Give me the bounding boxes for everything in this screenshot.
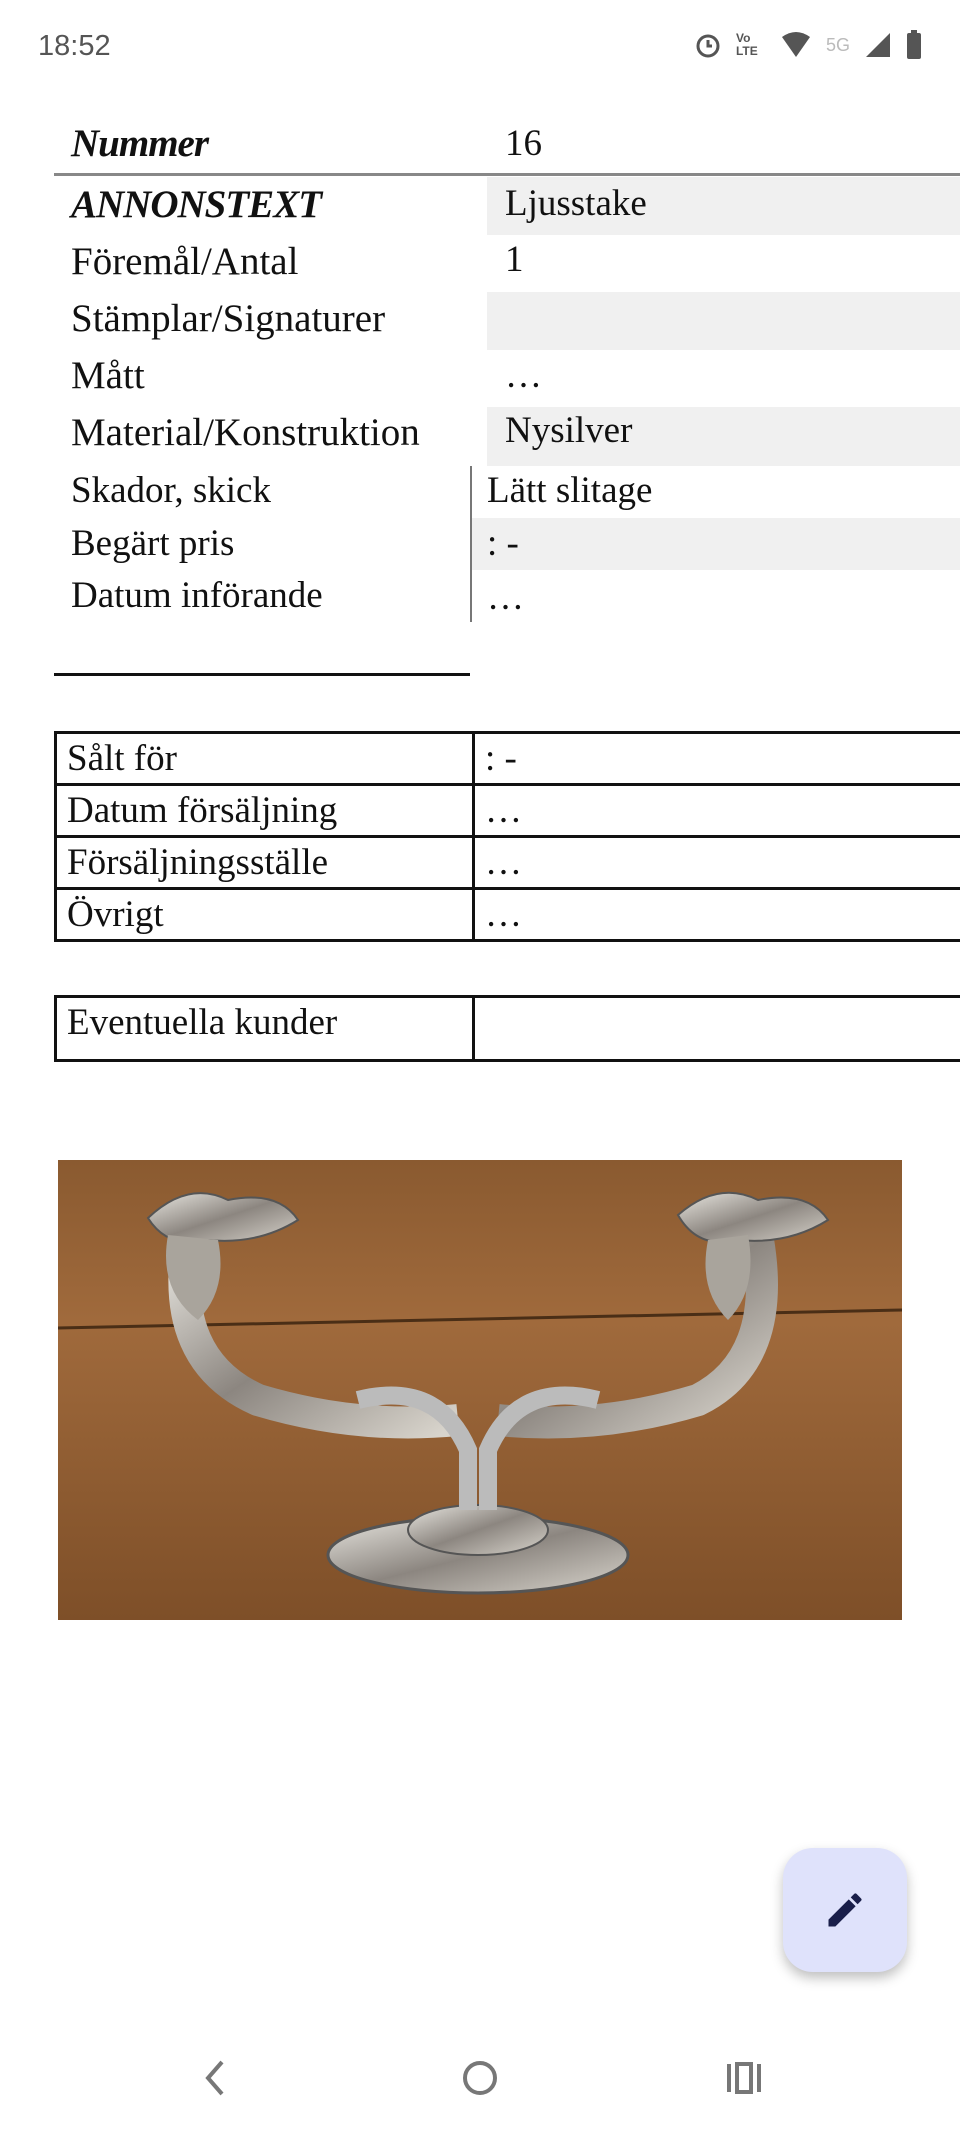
pencil-edit-icon [823,1888,867,1932]
sale-value: … [474,837,960,889]
back-icon[interactable] [196,2050,232,2106]
value-material: Nysilver [505,410,633,451]
network-type: 5G [825,34,850,55]
row-band [487,292,960,350]
battery-icon [906,30,922,60]
table-row [56,997,960,1061]
value-foremal: 1 [505,239,524,280]
value-begart-pris: : - [487,523,519,564]
sale-value: … [474,785,960,837]
candlestick-photo [58,1160,902,1620]
sale-label: Försäljningsställe [56,837,474,889]
label-matt: Mått [71,354,145,397]
table-row [56,889,960,941]
sale-table [54,731,960,942]
signature-line [54,673,470,676]
alarm-icon [694,31,722,59]
row-band [471,518,960,570]
value-matt: … [505,355,542,396]
label-material: Material/Konstruktion [71,411,420,454]
sale-value: … [474,889,960,941]
home-icon[interactable] [458,2050,502,2106]
label-skador: Skador, skick [71,470,271,511]
customers-label: Eventuella kunder [56,997,474,1061]
label-begart-pris: Begärt pris [71,523,235,564]
edit-button[interactable] [783,1848,907,1972]
table-row [56,837,960,889]
volte-icon: Vo LTE [735,31,758,58]
sale-label: Datum försäljning [56,785,474,837]
label-foremal: Föremål/Antal [71,240,299,283]
status-time: 18:52 [38,30,111,62]
value-annonstext: Ljusstake [505,183,647,224]
value-skador: Lätt slitage [487,470,653,511]
customers-table [54,995,960,1062]
label-nummer: Nummer [71,122,209,165]
table-row [56,785,960,837]
label-annonstext: ANNONSTEXT [71,183,322,226]
sale-label: Sålt för [56,733,474,785]
sale-value: : - [474,733,960,785]
label-stamplar: Stämplar/Signaturer [71,297,386,340]
value-nummer: 16 [505,123,542,164]
label-datum-inforande: Datum införande [71,575,323,616]
customers-value [474,997,960,1061]
signal-icon [864,31,892,59]
table-row [56,733,960,785]
sale-label: Övrigt [56,889,474,941]
recents-icon[interactable] [724,2050,764,2106]
status-icons [694,30,922,60]
wifi-icon [780,31,812,59]
value-datum-inforande: … [487,577,524,618]
column-divider [470,466,472,622]
